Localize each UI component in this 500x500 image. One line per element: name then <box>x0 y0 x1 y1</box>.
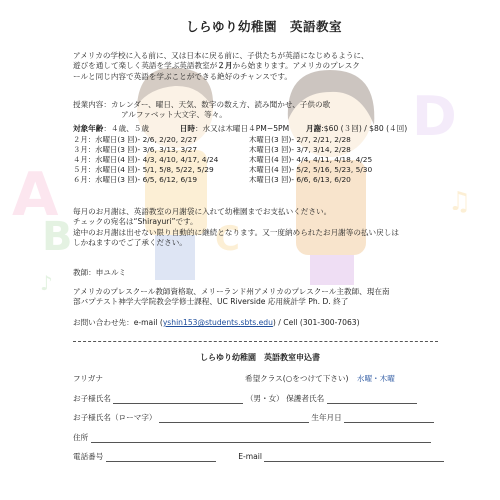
furigana-label: フリガナ <box>73 374 103 383</box>
cut-line-divider <box>73 341 438 342</box>
schedule-row: ５月：水曜日(4 回)- 5/1, 5/8, 5/22, 5/29 木曜日(4 回)- 5/2, 5/16, 5/23, 5/30 <box>73 165 373 174</box>
schedule-row: ３月：水曜日(3 回)- 3/6, 3/13, 3/27 木曜日(3 回)- 3/7, 3/14, 2/28 <box>73 145 351 154</box>
age-label: 対象年齢 <box>73 124 104 133</box>
lesson-content-line: アルファベット大文字、等々。 <box>121 110 227 120</box>
decor-letter-d: D <box>412 85 457 148</box>
intro-line: アメリカの学校に入る前に、又は日本に戻る前に、子供たちが英語になじめるように、 <box>73 51 369 60</box>
class-options[interactable]: 水曜・木曜 <box>356 374 395 383</box>
age-value: ：４歳、５歳 <box>103 124 149 133</box>
time-value: ：水又は木曜日４PM−5PM <box>194 124 290 133</box>
lesson-content <box>73 100 330 121</box>
schedule-row: ６月：水曜日(3 回)- 6/5, 6/12, 6/19 木曜日(3 回)- 6/6, 6/13, 6/20 <box>73 175 351 184</box>
email-field[interactable] <box>264 453 444 462</box>
decor-letter-c: C <box>215 219 240 259</box>
schedule-table <box>73 135 372 185</box>
child-name-roman-field[interactable] <box>159 414 309 423</box>
email-link[interactable]: yshin153@students.sbts.edu <box>162 318 273 327</box>
birthdate-field[interactable] <box>344 414 434 423</box>
decor-music-note: ♪ <box>40 271 53 295</box>
decor-music-note: ♫ <box>448 187 472 217</box>
fee-value: :$60 (３回) / $80 (４回) <box>321 124 408 133</box>
page-title: しらゆり幼稚園 英語教室 <box>186 19 343 34</box>
contact-info: お問い合わせ先：e-mail (yshin153@students.sbts.edu) / Cell (301-300-7063) <box>73 318 360 327</box>
guardian-name-field[interactable] <box>327 395 417 404</box>
schedule-row: ２月：水曜日(3 回)- 2/6, 2/20, 2/27 木曜日(3 回)- 2/7, 2/21, 2/28 <box>73 135 351 144</box>
teacher-bio: アメリカのプレスクール教師資格取、メリーランド州アメリカのプレスクール主教師、現在南 部バプテスト神学大学院教会学修士課程、UC Riverside 応用統計学 Ph. D. 終了 <box>73 287 390 307</box>
address-field[interactable] <box>91 434 431 443</box>
teacher-label: 教師：申ユルミ <box>73 268 127 277</box>
phone-email-row: 電話番号 E-mail <box>73 452 444 462</box>
class-info <box>73 124 407 134</box>
schedule-row: ４月：水曜日(4 回)- 4/3, 4/10, 4/17, 4/24 木曜日(4 回)- 4/4, 4/11, 4/18, 4/25 <box>73 155 373 164</box>
fee-label: 月謝 <box>306 124 322 133</box>
child-roman-row: お子様氏名（ローマ字） 生年月日 <box>73 413 434 423</box>
class-choice: 希望クラス(○をつけて下さい) 水曜・木曜 <box>245 374 395 383</box>
time-label: 日時 <box>179 124 195 133</box>
form-title: しらゆり幼稚園 英語教室申込書 <box>200 353 320 362</box>
phone-field[interactable] <box>106 453 216 462</box>
intro-line: 遊びを通して楽しく英語を学ぶ英語教室が２月から始まります。アメリカのプレスク <box>73 61 360 71</box>
decor-letter-b: B <box>42 214 73 260</box>
child-name-field[interactable] <box>113 395 243 404</box>
start-month-highlight: ２月 <box>217 61 233 71</box>
gender-choice[interactable]: （男・女） <box>245 394 284 403</box>
intro-paragraph <box>73 51 433 82</box>
address-row: 住所 <box>73 433 431 443</box>
lesson-content-line: 授業内容：カレンダー、曜日、天気、数字の数え方、読み聞かせ、子供の歌 <box>73 100 331 109</box>
intro-line: ールと同じ内容で英語を学ぶことができる絶好のチャンスです。 <box>73 71 292 81</box>
payment-info: 毎月のお月謝は、英語教室の月謝袋に入れて幼稚園までお支払いください。 チェックの宛名は“Shirayuri”です。 途中のお月謝は出せない限り自動的に継続となります。又一度納められたお月謝等の払い戻しは しかねますのでご了承ください。 <box>73 207 399 248</box>
child-name-row: お子様氏名 （男・女） 保護者氏名 <box>73 394 417 404</box>
decor-letter-a: A <box>12 160 59 230</box>
